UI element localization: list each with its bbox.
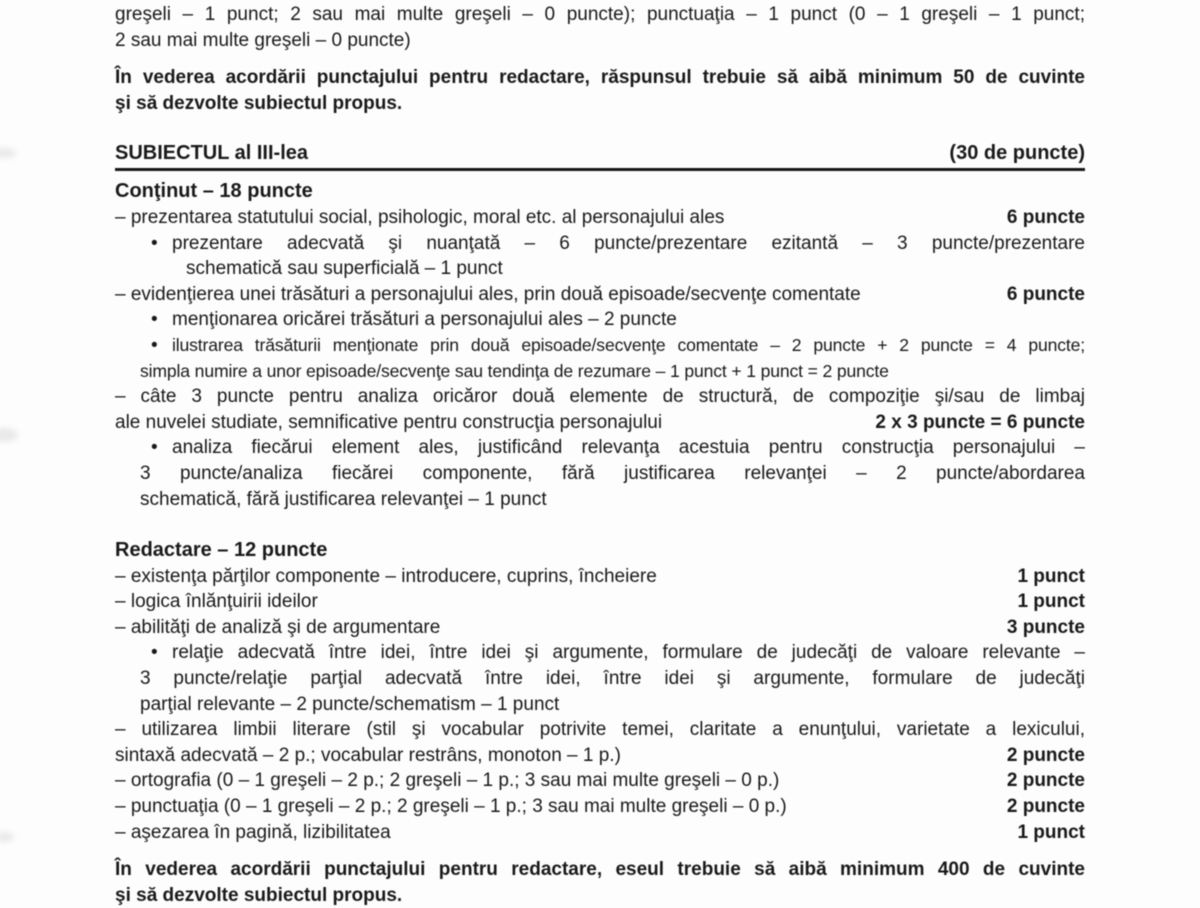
rubric-item [115, 589, 1085, 615]
rubric-item [115, 615, 1085, 641]
rubric-item-text: – logica înlănţuirii ideilor [115, 591, 318, 613]
doc-bold-line [115, 538, 1085, 564]
rubric-item-text: – prezentarea statutului social, psihologic, moral etc. al personajului ales [115, 206, 725, 228]
points-value: 6 puncte [1006, 283, 1085, 305]
doc-line [115, 384, 1085, 410]
bullet-icon: • [151, 642, 158, 664]
doc-bold-line [115, 857, 1085, 883]
doc-line [115, 2, 1085, 28]
bullet-icon: • [151, 437, 158, 459]
scan-artifact [0, 832, 14, 842]
section-heading [115, 142, 1085, 171]
points-value: 3 puncte [1006, 616, 1085, 638]
doc-line-text: 2 sau mai multe greşeli – 0 puncte) [115, 29, 411, 51]
points-value: 1 punct [1017, 565, 1085, 587]
doc-line [115, 231, 1085, 257]
rubric-item-text: – evidenţierea unei trăsături a personajului ales, prin două episoade/secvenţe comentate [115, 283, 861, 305]
rubric-item-text: sintaxă adecvată – 2 p.; vocabular restrâns, monoton – 1 p.) [115, 744, 621, 766]
doc-line [115, 666, 1085, 692]
section-spacer [115, 512, 1085, 538]
doc-line-text: analiza fiecărui element ales, justificând relevanţa acestuia pentru construcţia personajului – [172, 437, 1085, 459]
doc-line [115, 256, 1085, 282]
section-spacer [115, 53, 1085, 65]
heading-points: (30 de puncte) [949, 142, 1085, 165]
doc-line-text: menţionarea oricărei trăsături a personajului ales – 2 puncte [172, 309, 677, 331]
rubric-item-text: ale nuvelei studiate, semnificative pentru construcţia personajului [115, 411, 663, 433]
doc-bold-line [115, 65, 1085, 91]
section-spacer [115, 116, 1085, 142]
rubric-item-text: – ortografia (0 – 1 greşeli – 2 p.; 2 greşeli – 1 p.; 3 sau mai multe greşeli – 0 p.) [115, 770, 780, 792]
scan-artifact [0, 148, 16, 158]
rubric-item [115, 768, 1085, 794]
doc-line-text: parţial relevante – 2 puncte/schematism – 1 punct [140, 693, 560, 715]
rubric-item-text: – abilităţi de analiză şi de argumentare [115, 616, 441, 638]
doc-line [115, 307, 1085, 333]
rubric-item [115, 820, 1085, 846]
doc-line-text: şi să dezvolte subiectul propus. [115, 884, 403, 906]
doc-line [115, 28, 1085, 54]
doc-bold-line [115, 179, 1085, 205]
doc-line-text: şi să dezvolte subiectul propus. [115, 92, 403, 114]
bullet-icon: • [151, 334, 158, 356]
doc-line [115, 717, 1085, 743]
points-value: 1 punct [1017, 591, 1085, 613]
section-spacer [115, 171, 1085, 179]
scan-artifact [0, 428, 18, 442]
doc-line [115, 487, 1085, 513]
rubric-item [115, 794, 1085, 820]
points-value: 1 punct [1017, 821, 1085, 843]
doc-line-text: relaţie adecvată între idei, între idei şi argumente, formulare de judecăţi de valoare relevante – [172, 642, 1085, 664]
rubric-item-text: – punctuaţia (0 – 1 greşeli – 2 p.; 2 greşeli – 1 p.; 3 sau mai multe greşeli – 0 p.) [115, 796, 787, 818]
bullet-icon: • [151, 309, 158, 331]
doc-line-text: – utilizarea limbii literare (stil şi vocabular potrivite temei, claritate a enunţului, varietate a lexicului, [115, 719, 1085, 741]
doc-line [115, 692, 1085, 718]
rubric-item [115, 282, 1085, 308]
bullet-icon: • [151, 232, 158, 254]
doc-line [115, 640, 1085, 666]
doc-line-text: simpla numire a unor episoade/secvenţe sau tendinţa de rezumare – 1 punct + 1 punct = 2 puncte [140, 360, 889, 381]
doc-line [115, 333, 1085, 359]
rubric-item [115, 564, 1085, 590]
points-value: 2 puncte [1006, 796, 1085, 818]
doc-line [115, 461, 1085, 487]
points-value: 2 puncte [1006, 770, 1085, 792]
rubric-item [115, 743, 1085, 769]
points-value: 2 puncte [1006, 744, 1085, 766]
rubric-item [115, 205, 1085, 231]
heading-title: SUBIECTUL al III-lea [115, 142, 309, 165]
doc-line-text: În vederea acordării punctajului pentru redactare, eseul trebuie să aibă minimum 400 de cuvinte [115, 859, 1085, 881]
section-spacer [115, 845, 1085, 857]
doc-line-text: 3 puncte/relaţie parţial adecvată între idei, între idei şi argumente, formulare de judecăţi [140, 668, 1085, 690]
doc-line-text: ilustrarea trăsăturii menţionate prin două episoade/secvenţe comentate – 2 puncte + 2 puncte = 4 puncte; [172, 334, 1085, 355]
doc-line-text: schematică sau superficială – 1 punct [186, 258, 503, 280]
doc-line-text: schematică, fără justificarea relevanţei – 1 punct [140, 488, 547, 510]
doc-line-text: – câte 3 puncte pentru analiza oricăror două elemente de structură, de compoziţie şi/sau de limbaj [115, 386, 1085, 408]
document-page [115, 0, 1085, 908]
doc-line [115, 435, 1085, 461]
rubric-item [115, 410, 1085, 436]
points-value: 6 puncte [1006, 206, 1085, 228]
doc-line-text: 3 puncte/analiza fiecărei componente, fără justificarea relevanţei – 2 puncte/abordarea [140, 462, 1085, 484]
doc-line-text: prezentare adecvată şi nuanţată – 6 puncte/prezentare ezitantă – 3 puncte/prezentare [172, 232, 1085, 254]
rubric-item-text: – aşezarea în pagină, lizibilitatea [115, 821, 391, 843]
doc-bold-line [115, 883, 1085, 908]
doc-line-text: greşeli – 1 punct; 2 sau mai multe greşeli – 0 puncte); punctuaţia – 1 punct (0 – 1 greşeli – 1 punct; [115, 4, 1085, 25]
doc-line-text: În vederea acordării punctajului pentru redactare, răspunsul trebuie să aibă minimum 50 de cuvinte [115, 67, 1085, 89]
doc-bold-line [115, 91, 1085, 117]
doc-line-text: Redactare – 12 puncte [115, 539, 328, 562]
doc-line-text: Conţinut – 18 puncte [115, 180, 313, 203]
rubric-item-text: – existenţa părţilor componente – introducere, cuprins, încheiere [115, 565, 657, 587]
doc-line [115, 359, 1085, 385]
points-value: 2 x 3 puncte = 6 puncte [875, 411, 1085, 433]
